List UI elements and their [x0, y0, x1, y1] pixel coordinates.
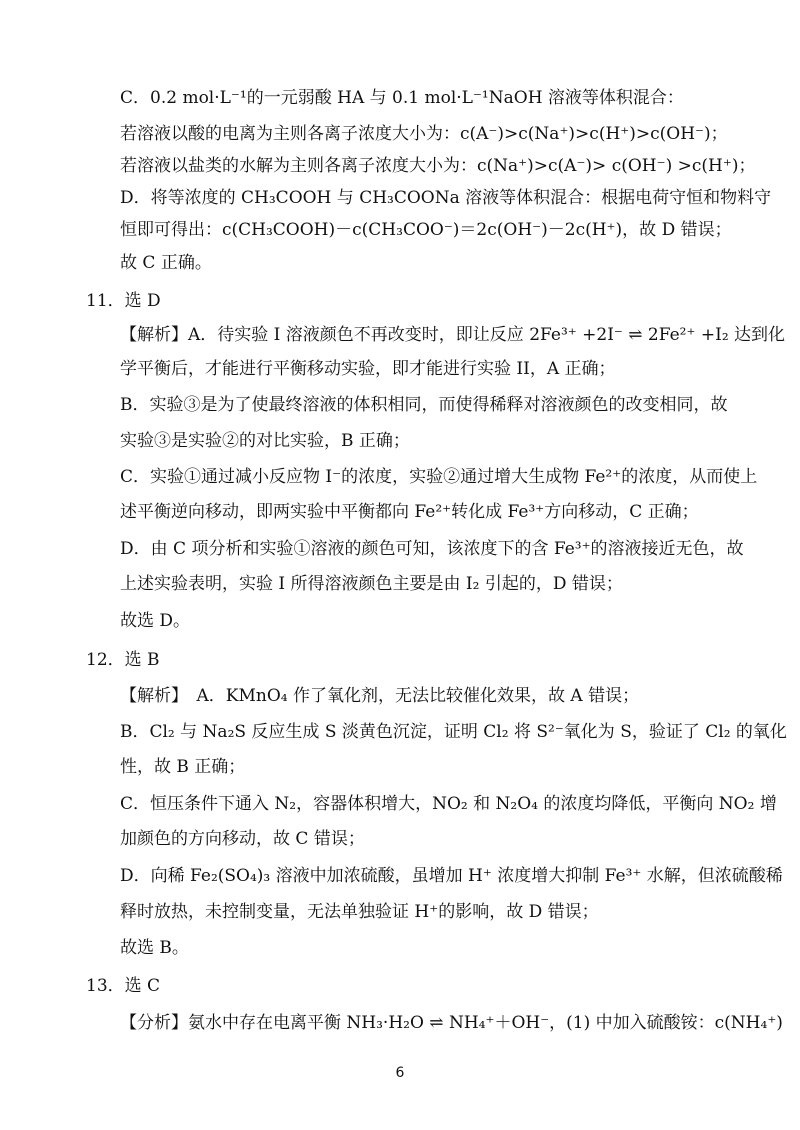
question-number: 13．选 C	[86, 976, 161, 996]
text-line: 若溶液以酸的电离为主则各离子浓度大小为：c(A⁻)>c(Na⁺)>c(H⁺)>c(OH⁻)；	[120, 124, 728, 144]
text-line: 【解析】A．待实验 I 溶液颜色不再改变时，即让反应 2Fe³⁺ +2I⁻ ⇌ 2Fe²⁺ +I₂ 达到化	[120, 325, 786, 345]
text-line: C．恒压条件下通入 N₂，容器体积增大，NO₂ 和 N₂O₄ 的浓度均降低，平衡向 NO₂ 增	[120, 794, 777, 814]
page-number: 6	[395, 1065, 405, 1081]
question-number: 12．选 B	[86, 650, 160, 670]
text-line: 加颜色的方向移动，故 C 错误；	[120, 829, 365, 849]
text-line: 释时放热，未控制变量，无法单独验证 H⁺的影响，故 D 错误；	[120, 902, 599, 922]
text-line: D．由 C 项分析和实验①溶液的颜色可知，该浓度下的含 Fe³⁺的溶液接近无色，故	[120, 539, 744, 559]
text-line: 故 C 正确。	[120, 253, 212, 273]
question-number: 11．选 D	[86, 291, 161, 311]
text-line: C．0.2 mol·L⁻¹的一元弱酸 HA 与 0.1 mol·L⁻¹NaOH 溶液等体积混合：	[120, 88, 684, 108]
text-line: 若溶液以盐类的水解为主则各离子浓度大小为：c(Na⁺)>c(A⁻)> c(OH⁻) >c(H⁺)；	[120, 156, 756, 176]
text-line: C．实验①通过减小反应物 I⁻的浓度，实验②通过增大生成物 Fe²⁺的浓度，从而使上	[120, 467, 758, 487]
text-line: 故选 D。	[120, 611, 191, 631]
text-line: B．Cl₂ 与 Na₂S 反应生成 S 淡黄色沉淀，证明 Cl₂ 将 S²⁻氧化为 S，验证了 Cl₂ 的氧化	[120, 722, 787, 742]
text-line: 【分析】氨水中存在电离平衡 NH₃·H₂O ⇌ NH₄⁺＋OH⁻，(1) 中加入硫酸铵：c(NH₄⁺)	[120, 1013, 783, 1033]
text-line: 恒即可得出：c(CH₃COOH)－c(CH₃COO⁻)＝2c(OH⁻)－2c(H⁺)，故 D 错误；	[120, 220, 732, 240]
text-line: 故选 B。	[120, 938, 189, 958]
text-line: 上述实验表明，实验 I 所得溶液颜色主要是由 I₂ 引起的，D 错误；	[120, 574, 623, 594]
text-line: 述平衡逆向移动，即两实验中平衡都向 Fe²⁺转化成 Fe³⁺方向移动，C 正确；	[120, 502, 699, 522]
text-line: 性，故 B 正确；	[120, 757, 246, 777]
text-line: 实验③是实验②的对比实验，B 正确；	[120, 431, 410, 451]
text-line: 学平衡后，才能进行平衡移动实验，即才能进行实验 II，A 正确；	[120, 359, 616, 379]
text-line: D．将等浓度的 CH₃COOH 与 CH₃COONa 溶液等体积混合：根据电荷守恒和物料守	[120, 188, 772, 208]
text-line: 【解析】 A．KMnO₄ 作了氧化剂，无法比较催化效果，故 A 错误；	[120, 686, 640, 706]
text-line: D．向稀 Fe₂(SO₄)₃ 溶液中加浓硫酸，虽增加 H⁺ 浓度增大抑制 Fe³⁺ 水解，但浓硫酸稀	[120, 866, 783, 886]
text-line: B．实验③是为了使最终溶液的体积相同，而使得稀释对溶液颜色的改变相同，故	[120, 395, 728, 415]
